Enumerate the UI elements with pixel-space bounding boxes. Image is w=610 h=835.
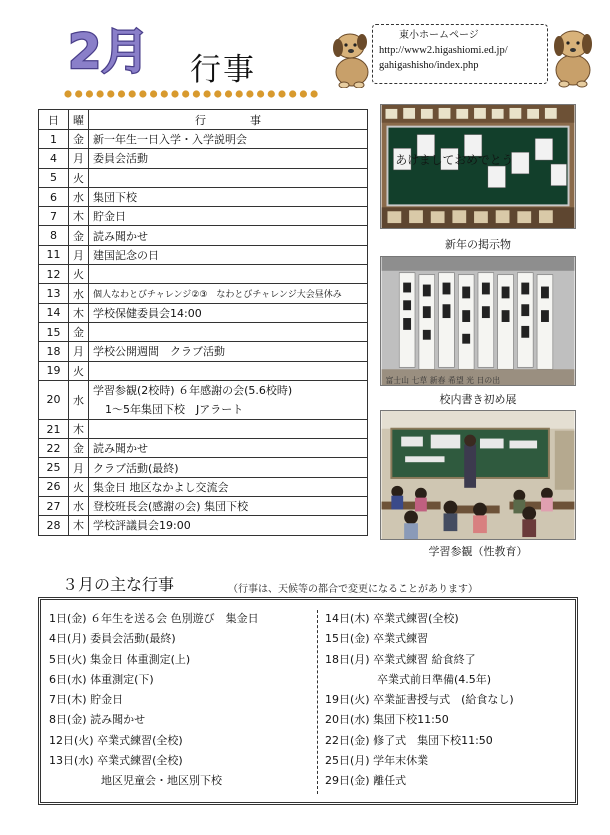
march-events-box <box>38 597 578 805</box>
row-event-text: 委員会活動 <box>93 152 148 166</box>
table-row <box>39 516 368 535</box>
row-weekday: 木 <box>69 419 89 438</box>
row-weekday: 月 <box>69 245 89 264</box>
march-event-item <box>325 732 514 752</box>
row-event-text-line2: 1～5年集団下校 Jアラート <box>105 403 244 417</box>
row-event <box>89 265 368 284</box>
row-day: 20 <box>39 380 69 419</box>
row-event <box>89 187 368 206</box>
march-event-item <box>325 711 514 731</box>
row-event-text: 学習参観(2校時) ６年感謝の会(5.6校時) <box>93 384 293 398</box>
march-section-note: （行事は、天候等の都合で変更になることがあります） <box>228 584 478 595</box>
march-event-item <box>49 691 259 711</box>
row-event <box>89 245 368 264</box>
row-day: 26 <box>39 477 69 496</box>
march-event-item <box>49 610 259 630</box>
march-event-date: 14日(木) <box>325 612 370 625</box>
row-event <box>89 322 368 341</box>
row-weekday: 月 <box>69 342 89 361</box>
march-event-date: 20日(水) <box>325 713 370 727</box>
row-weekday: 木 <box>69 516 89 535</box>
svg-text:あけましておめでとう: あけましておめでとう <box>395 153 514 168</box>
march-event-text: 読み聞かせ <box>90 713 146 727</box>
table-row <box>39 207 368 226</box>
march-event-text: 卒業式練習(全校) <box>97 754 183 768</box>
table-row <box>39 187 368 206</box>
march-section-title: ３月の主な行事 <box>62 575 175 594</box>
march-event-item <box>325 651 514 671</box>
row-weekday: 金 <box>69 322 89 341</box>
march-event-date: 1日(金) <box>49 612 87 625</box>
new-year-bulletin-photo <box>380 104 576 229</box>
march-event-item <box>49 651 259 671</box>
row-day: 28 <box>39 516 69 535</box>
row-weekday: 月 <box>69 149 89 168</box>
row-weekday: 水 <box>69 187 89 206</box>
row-weekday: 火 <box>69 265 89 284</box>
march-event-item <box>325 610 514 630</box>
march-event-item <box>325 691 514 711</box>
dog-illustration-left <box>326 28 376 88</box>
row-weekday: 水 <box>69 497 89 516</box>
table-row <box>39 477 368 496</box>
row-weekday: 水 <box>69 284 89 303</box>
row-event-text: 個人なわとびチャレンジ②③ なわとびチャレンジ大会昼休み <box>93 290 342 301</box>
march-event-item <box>325 630 514 650</box>
march-event-text: 貯金日 <box>90 693 124 707</box>
row-event <box>89 168 368 187</box>
march-event-text: 卒業式練習 <box>373 632 429 646</box>
row-event <box>89 303 368 322</box>
table-row <box>39 419 368 438</box>
header-weekday: 曜 <box>69 110 89 130</box>
row-day: 19 <box>39 361 69 380</box>
table-row <box>39 284 368 303</box>
table-row <box>39 380 368 419</box>
march-event-item <box>49 732 259 752</box>
row-event-text: 学校公開週間 クラブ活動 <box>93 345 225 359</box>
row-event-text: 新一年生一日入学・入学説明会 <box>93 133 247 147</box>
homepage-url-line2[interactable]: gahigashisho/index.php <box>379 60 479 71</box>
march-event-text: ６年生を送る会 色別遊び 集金日 <box>90 612 259 625</box>
table-row <box>39 497 368 516</box>
row-event-text: 学校評議員会19:00 <box>93 519 191 533</box>
march-event-date: 15日(金) <box>325 632 370 646</box>
table-row <box>39 303 368 322</box>
march-event-text: 地区児童会・地区別下校 <box>101 774 222 788</box>
row-weekday: 金 <box>69 439 89 458</box>
svg-text:富士山 七草 新春 希望 光 日の出: 富士山 七草 新春 希望 光 日の出 <box>385 376 501 386</box>
march-event-text: 卒業証書授与式 (給食なし) <box>373 693 514 707</box>
row-event <box>89 477 368 496</box>
row-event <box>89 207 368 226</box>
row-day: 5 <box>39 168 69 187</box>
table-header-row <box>39 110 368 130</box>
march-event-text: 集金日 体重測定(上) <box>90 652 191 666</box>
row-event-text: 読み聞かせ <box>93 442 148 456</box>
march-event-date: 8日(金) <box>49 713 87 727</box>
table-row <box>39 226 368 245</box>
march-event-date: 19日(火) <box>325 693 370 707</box>
march-event-text: 卒業式練習 給食終了 <box>373 652 476 666</box>
row-event-text: 集団下校 <box>93 191 137 205</box>
photo-caption-calligraphy: 校内書き初め展 <box>439 393 517 406</box>
march-event-date: 13日(水) <box>49 754 94 768</box>
table-row <box>39 439 368 458</box>
march-event-date: 29日(金) <box>325 774 370 788</box>
row-event-text: 建国記念の日 <box>93 248 159 262</box>
march-event-date: 18日(月) <box>325 652 370 666</box>
row-day: 18 <box>39 342 69 361</box>
row-event <box>89 226 368 245</box>
homepage-url-line1[interactable]: http://www2.higashiomi.ed.jp/ <box>379 45 508 56</box>
calligraphy-exhibition-photo <box>380 256 576 386</box>
row-event-text: 登校班長会(感謝の会) 集団下校 <box>93 500 249 514</box>
row-weekday: 金 <box>69 130 89 149</box>
row-event <box>89 497 368 516</box>
row-day: 11 <box>39 245 69 264</box>
row-day: 21 <box>39 419 69 438</box>
march-events-right-column <box>325 610 514 793</box>
dotted-underline <box>62 87 322 101</box>
observation-class-photo <box>380 410 576 540</box>
row-event-text: クラブ活動(最終) <box>93 461 179 475</box>
row-event <box>89 458 368 477</box>
row-day: 6 <box>39 187 69 206</box>
table-row <box>39 458 368 477</box>
march-events-left-column <box>49 610 259 793</box>
march-event-text: 集団下校11:50 <box>373 713 449 727</box>
month-heading <box>66 22 168 78</box>
march-event-text: 離任式 <box>373 774 407 788</box>
row-weekday: 水 <box>69 380 89 419</box>
march-event-text: 体重測定(下) <box>90 672 154 686</box>
table-row <box>39 361 368 380</box>
february-schedule-table <box>38 109 368 536</box>
row-weekday: 火 <box>69 168 89 187</box>
march-event-item <box>49 671 259 691</box>
table-row <box>39 149 368 168</box>
row-event-text: 貯金日 <box>93 210 126 224</box>
svg-text:2月: 2月 <box>68 24 150 78</box>
row-event <box>89 419 368 438</box>
march-event-date: 25日(月) <box>325 754 370 768</box>
row-day: 7 <box>39 207 69 226</box>
march-event-text: 卒業式練習(全校) <box>97 733 183 747</box>
row-day: 25 <box>39 458 69 477</box>
table-row <box>39 245 368 264</box>
march-event-date: 12日(火) <box>49 733 94 747</box>
march-event-text: 卒業式練習(全校) <box>373 612 459 625</box>
row-day: 1 <box>39 130 69 149</box>
table-row <box>39 168 368 187</box>
march-event-date: 7日(木) <box>49 693 87 707</box>
row-event <box>89 361 368 380</box>
march-event-item <box>325 671 514 691</box>
row-event-text: 集金日 地区なかよし交流会 <box>93 480 229 494</box>
march-event-item <box>325 752 514 772</box>
table-row <box>39 342 368 361</box>
row-day: 12 <box>39 265 69 284</box>
march-event-item <box>49 752 259 772</box>
row-event-text: 読み聞かせ <box>93 229 148 243</box>
row-day: 15 <box>39 322 69 341</box>
march-event-text: 卒業式前日準備(4.5年) <box>377 672 492 686</box>
march-event-item <box>49 711 259 731</box>
dog-illustration-right <box>547 24 599 88</box>
row-weekday: 金 <box>69 226 89 245</box>
photo-caption-observation: 学習参観（性教育） <box>428 545 528 558</box>
row-event-text: 学校保健委員会14:00 <box>93 306 202 320</box>
march-event-item <box>49 630 259 650</box>
row-event <box>89 516 368 535</box>
march-event-date: 4日(月) <box>49 632 87 646</box>
header-event: 行 事 <box>89 110 368 130</box>
row-day: 14 <box>39 303 69 322</box>
row-day: 27 <box>39 497 69 516</box>
march-event-date: 22日(金) <box>325 733 370 747</box>
row-event <box>89 149 368 168</box>
row-event <box>89 342 368 361</box>
row-weekday: 木 <box>69 303 89 322</box>
table-row <box>39 265 368 284</box>
row-day: 22 <box>39 439 69 458</box>
column-divider <box>317 610 318 794</box>
table-row <box>39 322 368 341</box>
header-day: 日 <box>39 110 69 130</box>
row-event <box>89 284 368 303</box>
row-weekday: 木 <box>69 207 89 226</box>
march-event-text: 学年末休業 <box>373 754 429 768</box>
row-day: 4 <box>39 149 69 168</box>
row-weekday: 火 <box>69 361 89 380</box>
row-event <box>89 380 368 419</box>
march-event-date: 6日(水) <box>49 672 87 686</box>
row-weekday: 火 <box>69 477 89 496</box>
row-weekday: 月 <box>69 458 89 477</box>
march-event-item <box>325 772 514 792</box>
row-day: 8 <box>39 226 69 245</box>
march-event-item <box>49 772 259 792</box>
homepage-info-box <box>372 24 548 84</box>
march-event-text: 委員会活動(最終) <box>90 632 176 646</box>
table-row <box>39 130 368 149</box>
photo-caption-bulletin: 新年の掲示物 <box>445 238 511 251</box>
row-day: 13 <box>39 284 69 303</box>
row-event <box>89 130 368 149</box>
row-event <box>89 439 368 458</box>
march-event-text: 修了式 集団下校11:50 <box>373 733 493 747</box>
page-title: 行事 <box>190 52 256 88</box>
march-event-date: 5日(火) <box>49 652 87 666</box>
homepage-label: 東小ホームページ <box>399 30 479 41</box>
